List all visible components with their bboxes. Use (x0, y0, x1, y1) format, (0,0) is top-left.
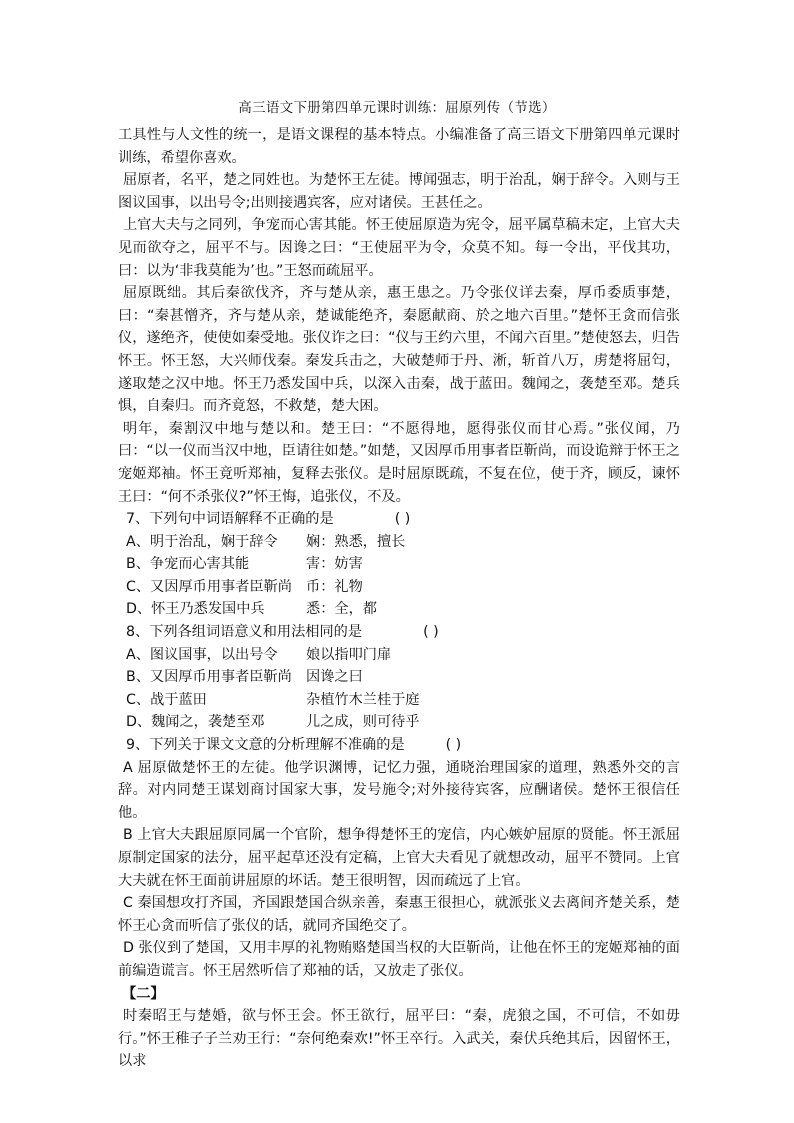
question-8-option-b (118, 666, 680, 689)
option-text: C、又因厚币用事者臣靳尚 (126, 578, 292, 595)
question-8-text: 8、下列各组词语意义和用法相同的是 (126, 624, 363, 641)
question-9-paren: ( ) (445, 737, 462, 754)
section-2-heading: 【二】 (122, 985, 165, 1002)
option-text: A、图议国事，以出号令 (126, 646, 278, 663)
option-gloss: 儿之成，则可待乎 (306, 714, 420, 731)
question-8-option-a (118, 644, 680, 667)
question-7-option-d (118, 598, 680, 621)
question-7-stem (118, 508, 680, 531)
option-text: C、战于蓝田 (126, 691, 207, 708)
question-9-stem (118, 734, 680, 757)
option-text: B、又因厚币用事者臣靳尚 (126, 669, 292, 686)
option-gloss: 娘以指叩门扉 (306, 646, 392, 663)
option-text: B、争宠而心害其能 (126, 556, 250, 573)
option-gloss: 悉：全，都 (306, 601, 377, 618)
question-7-option-a (118, 531, 680, 554)
question-9-option-b: B 上官大夫跟屈原同属一个官阶，想争得楚怀王的宠信，内心嫉妒屈原的贤能。怀王派屈原制定国家的法分，屈平起草还没有定稿，上官大夫看见了就想改动，屈平不赞同。上官大夫就在怀王面前讲屈原的坏话。楚王很明智，因而疏远了上官。 (118, 827, 680, 889)
question-9-option-a: A 屈原做楚怀王的左徒。他学识渊博，记忆力强，通晓治理国家的道理，熟悉外交的言辞。对内同楚王谋划商讨国家大事，发号施令;对外接待宾客，应酬诸侯。楚怀王很信任他。 (118, 759, 680, 821)
option-gloss: 娴：熟悉，擅长 (306, 533, 406, 550)
intro-paragraph: 工具性与人文性的统一，是语文课程的基本特点。小编准备了高三语文下册第四单元课时训练，希望你喜欢。 (118, 127, 680, 166)
passage-paragraph-3: 屈原既绌。其后秦欲伐齐，齐与楚从亲，惠王患之。乃令张仪详去秦，厚币委质事楚，曰：“秦甚憎齐，齐与楚从亲，楚诚能绝齐，秦愿献商、於之地六百里。”楚怀王贪而信张仪，遂绝齐，使使如秦受地。张仪诈之曰：“仪与王约六里，不闻六百里。”楚使怒去，归告怀王。怀王怒，大兴师伐秦。秦发兵击之，大破楚师于丹、淅，斩首八万，虏楚将屈匄，遂取楚之汉中地。怀王乃悉发国中兵，以深入击秦，战于蓝田。魏闻之，袭楚至邓。楚兵惧，自秦归。而齐竟怒，不救楚，楚大困。 (118, 285, 680, 415)
option-text: A、明于治乱，娴于辞令 (126, 533, 278, 550)
passage-paragraph-2: 上官大夫与之同列，争宠而心害其能。怀王使屈原造为宪令，屈平属草稿未定，上官大夫见而欲夺之，屈平不与。因谗之曰：“王使屈平为令，众莫不知。每一令出，平伐其功，曰：以为‘非我莫能为’也。”王怒而疏屈平。 (118, 217, 680, 279)
question-7-option-c (118, 576, 680, 599)
question-9-option-c: C 秦国想攻打齐国，齐国跟楚国合纵亲善，秦惠王很担心，就派张义去离间齐楚关系，楚怀王心贪而听信了张仪的话，就同齐国绝交了。 (118, 895, 680, 934)
document-body (118, 124, 680, 1073)
document-title: 高三语文下册第四单元课时训练：屈原列传（节选） (238, 100, 556, 116)
option-gloss: 币：礼物 (306, 578, 363, 595)
option-gloss: 因谗之曰 (306, 669, 363, 686)
option-gloss: 害：妨害 (306, 556, 363, 573)
passage-paragraph-1: 屈原者，名平，楚之同姓也。为楚怀王左徒。博闻强志，明于治乱，娴于辞令。入则与王图议国事，以出号令;出则接遇宾客，应对诸侯。王甚任之。 (118, 172, 680, 211)
question-8-option-d (118, 711, 680, 734)
passage-paragraph-4: 明年，秦割汉中地与楚以和。楚王曰：“不愿得地，愿得张仪而甘心焉。”张仪闻，乃曰：“以一仪而当汉中地，臣请往如楚。”如楚，又因厚币用事者臣靳尚，而设诡辩于怀王之宠姬郑袖。怀王竟听郑袖，复释去张仪。是时屈原既疏，不复在位，使于齐，顾反，谏怀王曰：“何不杀张仪?”怀王悔，追张仪，不及。 (118, 420, 680, 505)
option-text: D、魏闻之，袭楚至邓 (126, 714, 265, 731)
section-2-paragraph: 时秦昭王与楚婚，欲与怀王会。怀王欲行，屈平曰：“秦，虎狼之国，不可信，不如毋行。”怀王稚子子兰劝王行：“奈何绝秦欢!”怀王卒行。入武关，秦伏兵绝其后，因留怀王，以求 (118, 1008, 680, 1070)
option-gloss: 杂植竹木兰桂于庭 (306, 691, 420, 708)
question-7-option-b (118, 553, 680, 576)
question-7-text: 7、下列句中词语解释不正确的是 (126, 511, 334, 528)
question-9-text: 9、下列关于课文文意的分析理解不准确的是 (126, 737, 405, 754)
question-8-paren: ( ) (423, 624, 439, 641)
question-8-option-c (118, 689, 680, 712)
question-9-option-d: D 张仪到了楚国，又用丰厚的礼物贿赂楚国当权的大臣靳尚，让他在怀王的宠姬郑袖的面前编造谎言。怀王居然听信了郑袖的话，又放走了张仪。 (118, 940, 680, 979)
option-text: D、怀王乃悉发国中兵 (126, 601, 265, 618)
question-7-paren: ( ) (394, 511, 411, 528)
question-8-stem (118, 621, 680, 644)
